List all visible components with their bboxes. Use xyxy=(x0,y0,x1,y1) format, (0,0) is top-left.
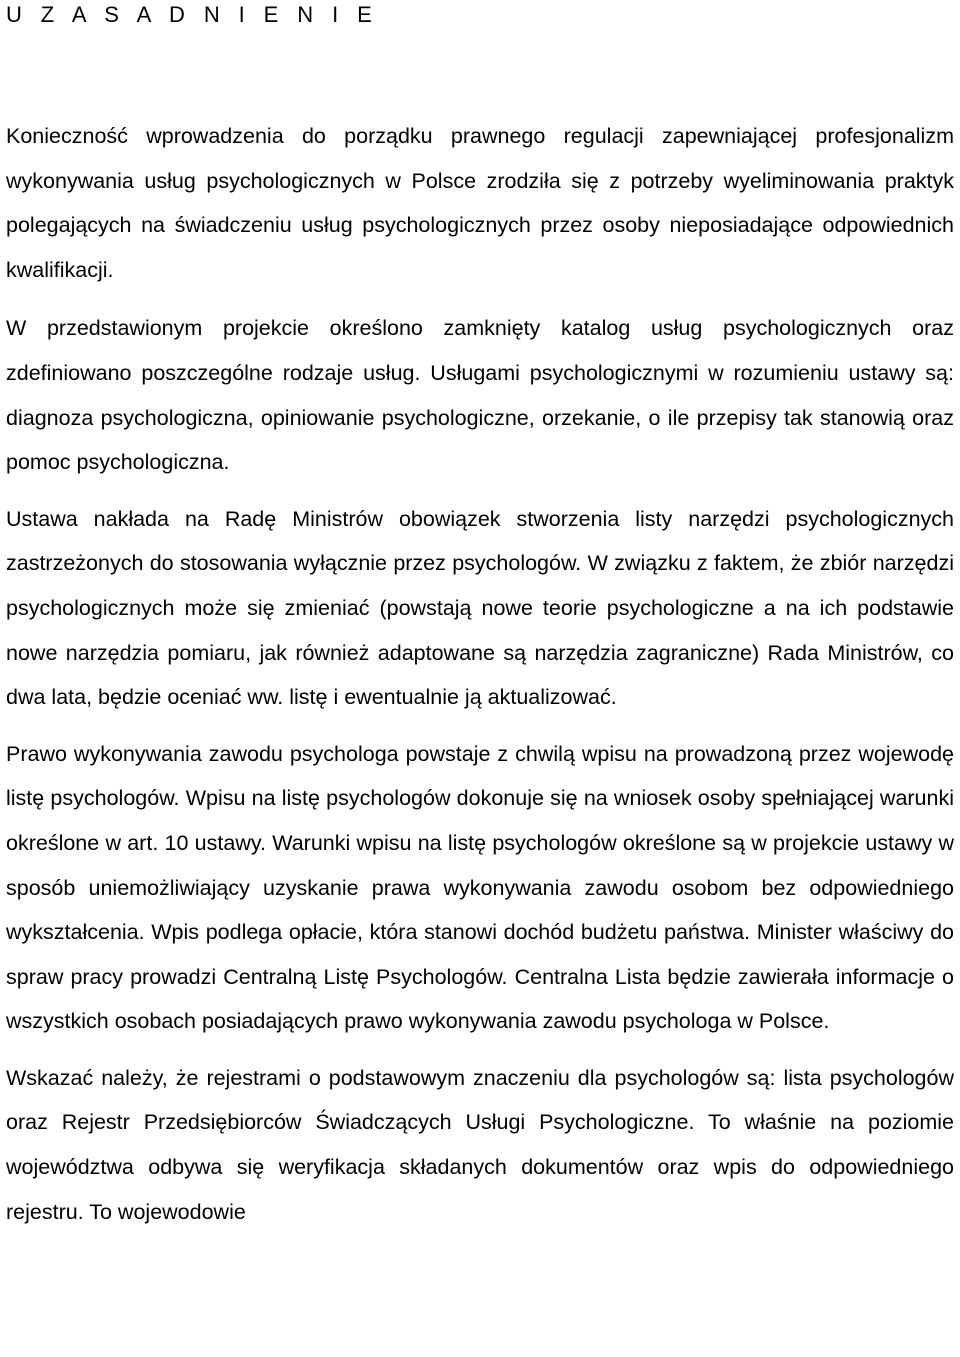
paragraph-5: Wskazać należy, że rejestrami o podstawowym znaczeniu dla psychologów są: lista psychologów oraz Rejestr Przedsiębiorców Świadczących Usługi Psychologiczne. To właśnie na poziomie województwa odbywa się weryfikacja składanych dokumentów oraz wpis do odpowiedniego rejestru. To wojewodowie xyxy=(6,1065,954,1224)
paragraph-1: Konieczność wprowadzenia do porządku prawnego regulacji zapewniającej profesjonalizm wykonywania usług psychologicznych w Polsce zrodziła się z potrzeby wyeliminowania praktyk polegających na świadczeniu usług psychologicznych przez osoby nieposiadające odpowiednich kwalifikacji. xyxy=(6,124,954,282)
paragraph-2: W przedstawionym projekcie określono zamknięty katalog usług psychologicznych oraz zdefiniowano poszczególne rodzaje usług. Usługami psychologicznymi w rozumieniu ustawy są: diagnoza psychologiczna, opiniowanie psychologiczne, orzekanie, o ile przepisy tak stanowią oraz pomoc psychologiczna. xyxy=(6,316,954,475)
paragraph-3: Ustawa nakłada na Radę Ministrów obowiązek stworzenia listy narzędzi psychologicznych zastrzeżonych do stosowania wyłącznie przez psychologów. W związku z faktem, że zbiór narzędzi psychologicznych może się zmieniać (powstają nowe teorie psychologiczne a na ich podstawie nowe narzędzia pomiaru, jak również adaptowane są narzędzia zagraniczne) Rada Ministrów, co dwa lata, będzie oceniać ww. listę i ewentualnie ją aktualizować. xyxy=(6,506,954,710)
document-page xyxy=(6,0,954,1234)
document-title: U Z A S A D N I E N I E xyxy=(6,2,379,27)
paragraph-4: Prawo wykonywania zawodu psychologa powstaje z chwilą wpisu na prowadzoną przez wojewodę listę psychologów. Wpisu na listę psychologów dokonuje się na wniosek osoby spełniającej warunki określone w art. 10 ustawy. Warunki wpisu na listę psychologów określone są w projekcie ustawy w sposób uniemożliwiający uzyskanie prawa wykonywania zawodu osobom bez odpowiedniego wykształcenia. Wpis podlega opłacie, która stanowi dochód budżetu państwa. Minister właściwy do spraw pracy prowadzi Centralną Listę Psychologów. Centralna Lista będzie zawierała informacje o wszystkich osobach posiadających prawo wykonywania zawodu psychologa w Polsce. xyxy=(6,741,954,1034)
